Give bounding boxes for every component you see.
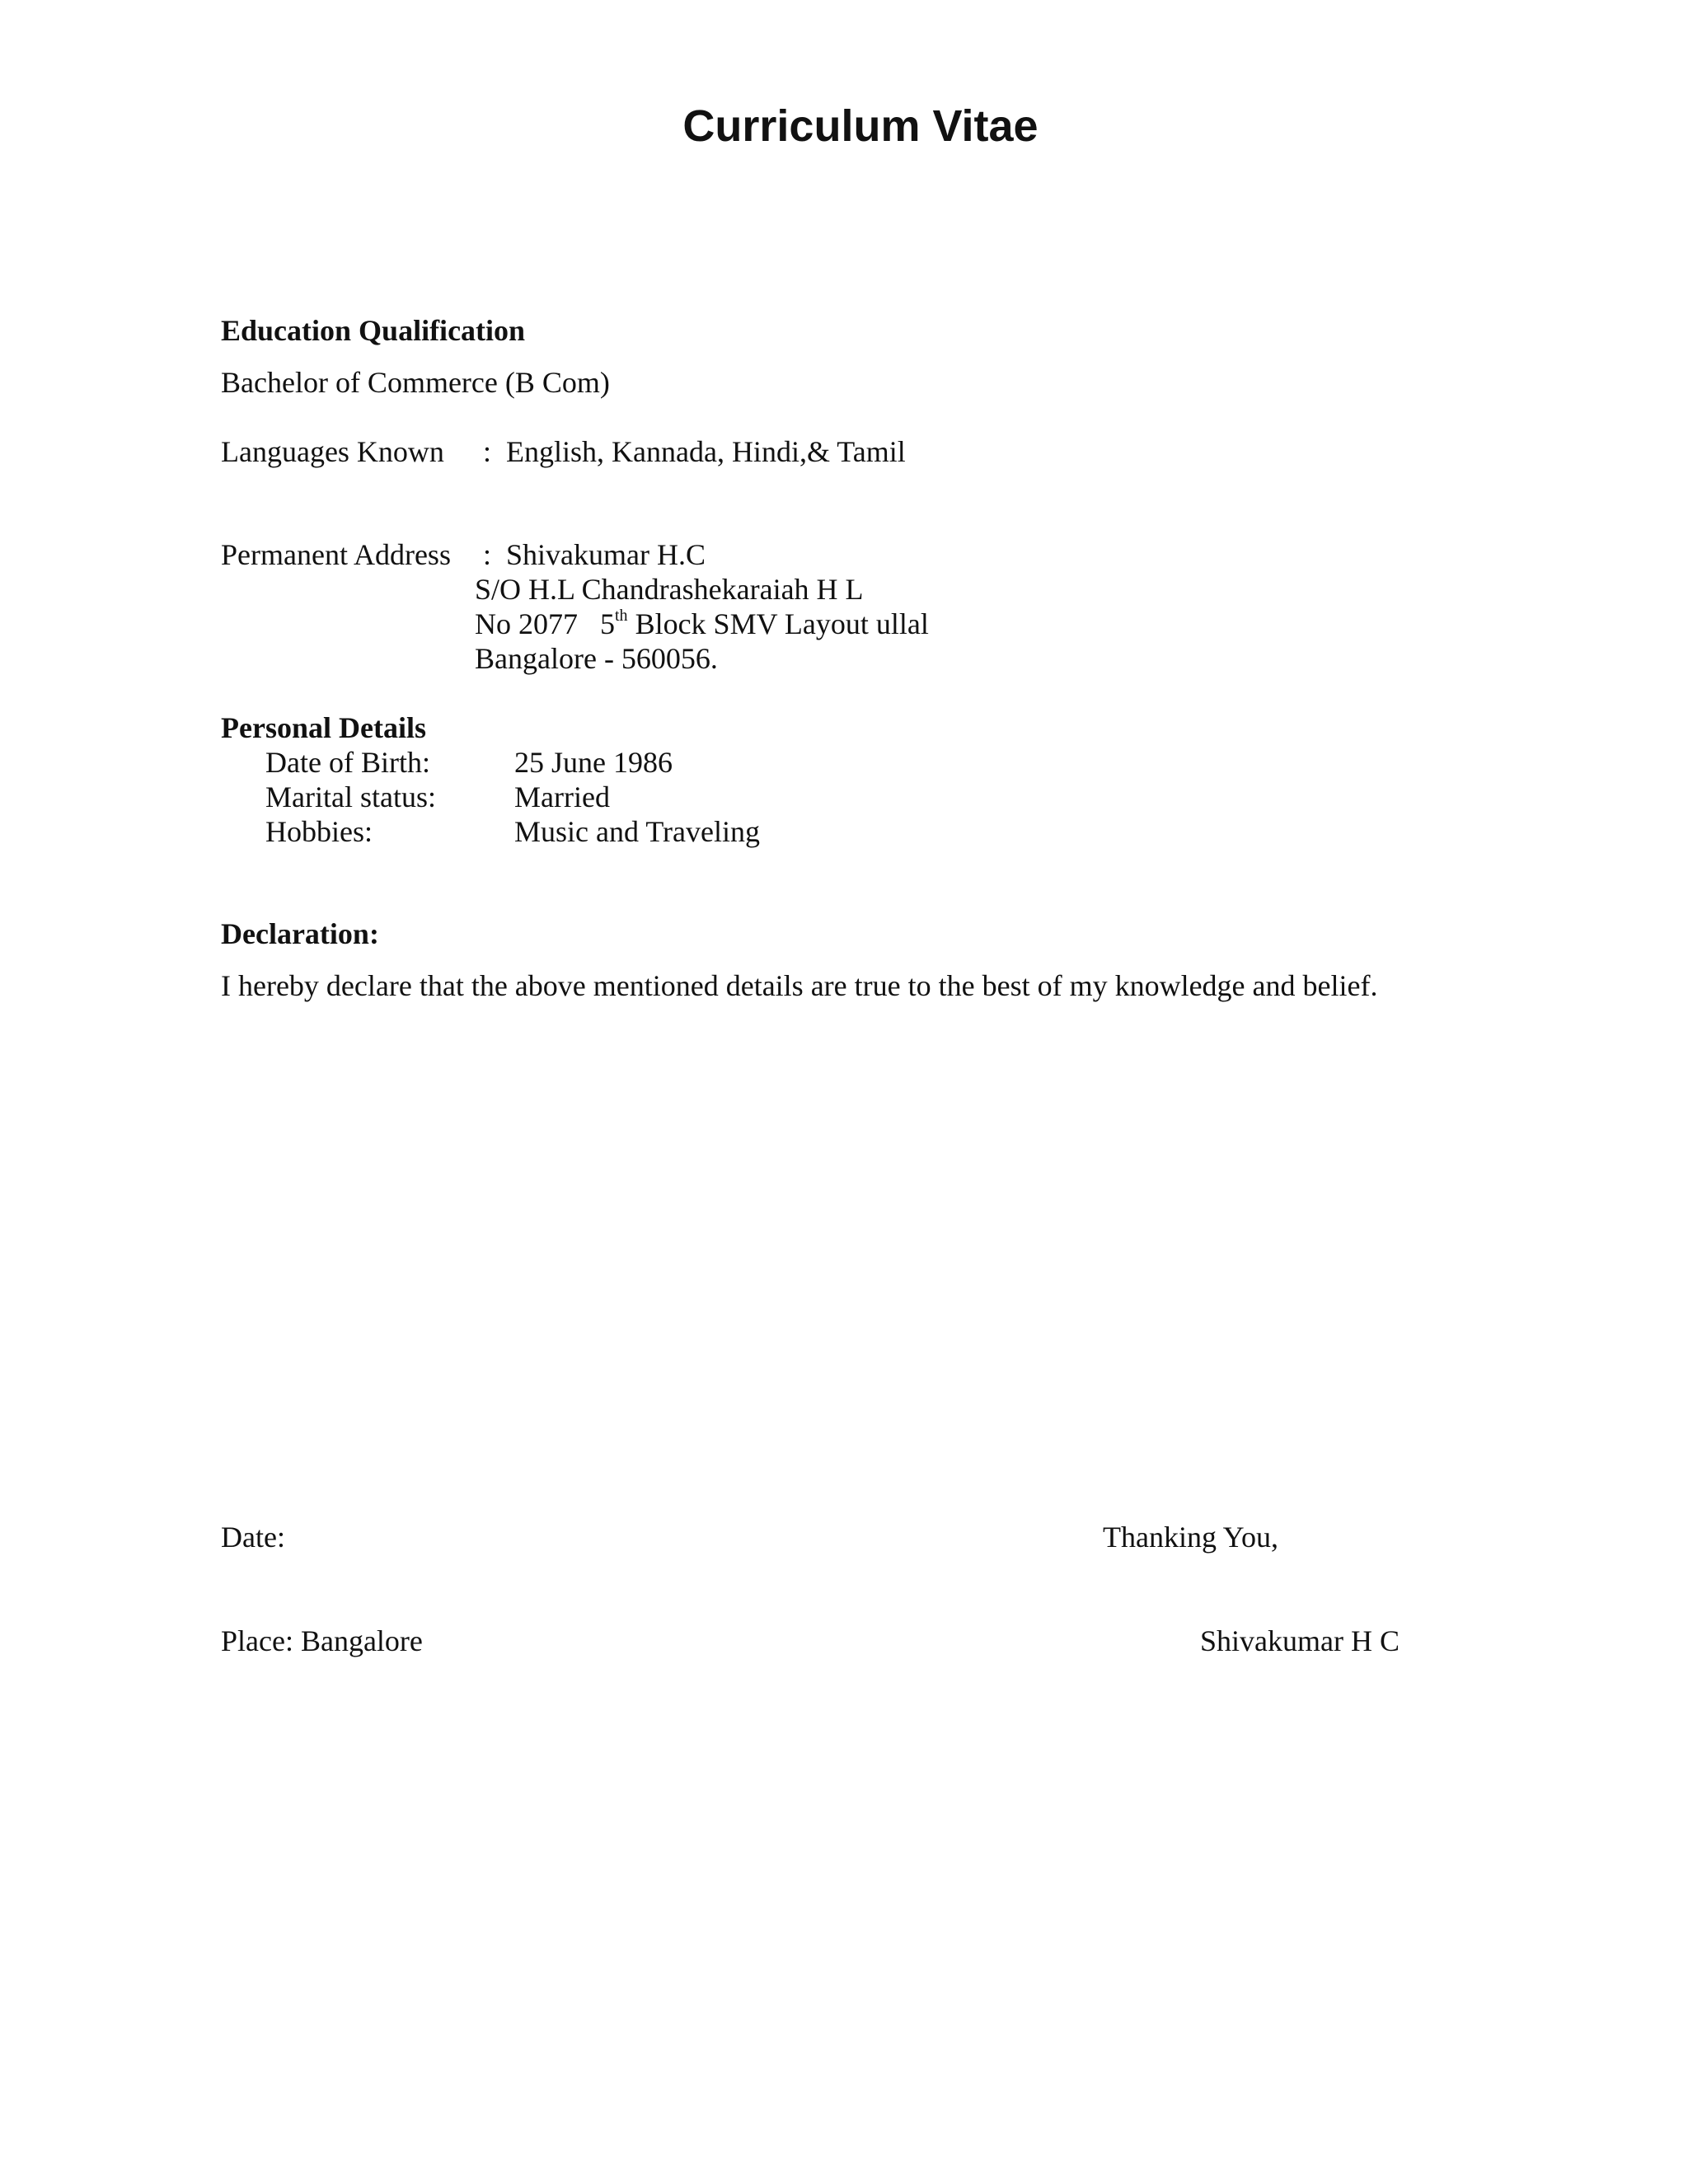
footer-place: Place: Bangalore [221,1624,423,1657]
signature-name: Shivakumar H C [1200,1624,1400,1657]
declaration-heading: Declaration: [221,917,379,950]
address-line-3 [475,607,929,641]
personal-label-hobbies: Hobbies: [265,815,373,848]
personal-value-hobbies: Music and Traveling [514,815,761,848]
address-line-3-prefix: No 2077 5 [475,607,615,640]
personal-heading: Personal Details [221,711,426,744]
document-title: Curriculum Vitae [682,101,1039,151]
personal-label-marital: Marital status: [265,780,436,813]
address-line-2: S/O H.L Chandrashekaraiah H L [475,573,864,606]
personal-value-dob: 25 June 1986 [514,746,673,779]
address-separator: : [483,538,492,571]
languages-value: English, Kannada, Hindi,& Tamil [506,435,906,468]
address-line-1: Shivakumar H.C [506,538,706,571]
personal-label-dob: Date of Birth: [265,746,430,779]
address-line-3-sup: th [615,607,628,625]
declaration-text: I hereby declare that the above mentioned details are true to the best of my knowledge and belief. [221,969,1378,1002]
education-degree: Bachelor of Commerce (B Com) [221,366,610,399]
footer-date-label: Date: [221,1521,285,1554]
address-line-3-suffix: Block SMV Layout ullal [627,607,929,640]
personal-value-marital: Married [514,780,610,813]
education-heading: Education Qualification [221,314,526,347]
languages-separator: : [483,435,492,468]
address-label: Permanent Address [221,538,451,571]
address-line-4: Bangalore - 560056. [475,642,718,675]
languages-label: Languages Known [221,435,444,468]
footer-closing: Thanking You, [1103,1521,1279,1554]
